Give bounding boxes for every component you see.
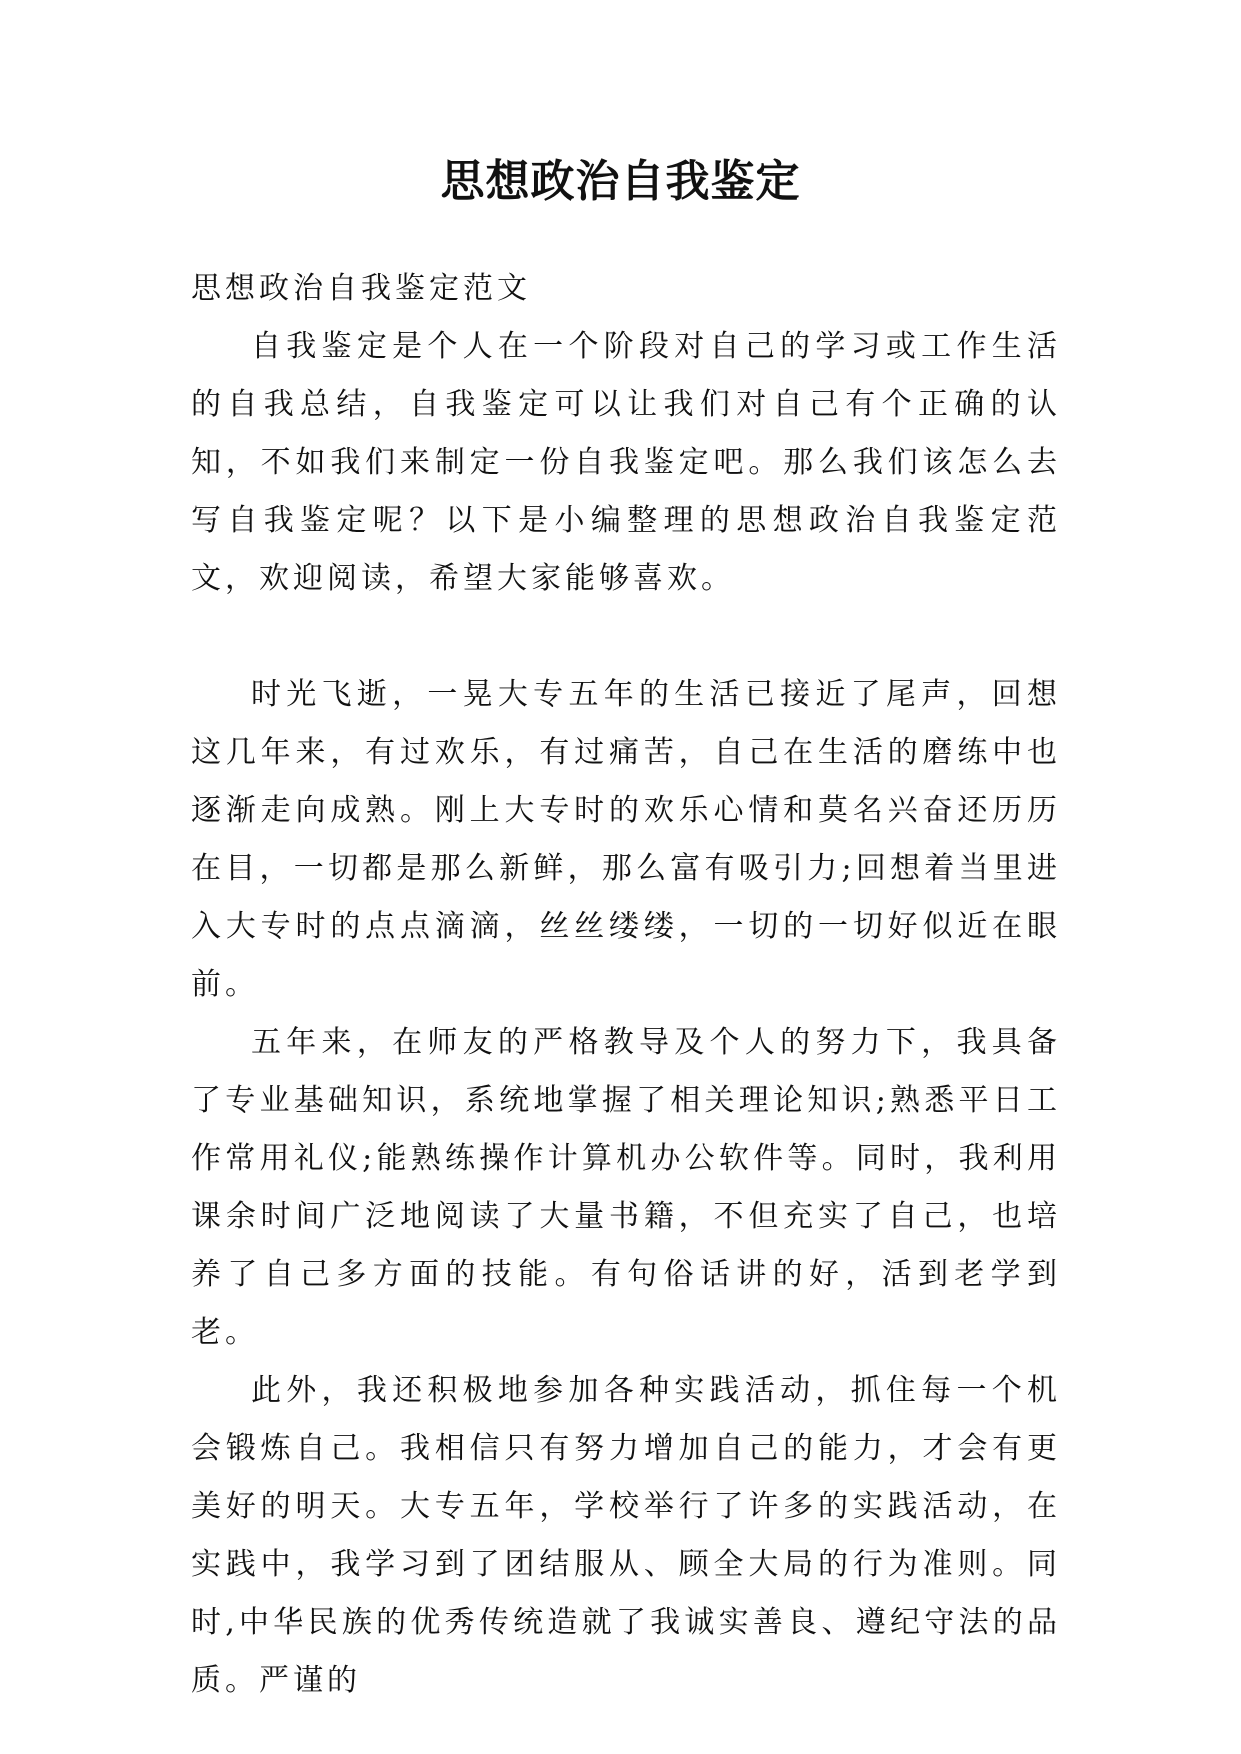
document-body <box>191 260 1061 1710</box>
paragraph-2: 五年来，在师友的严格教导及个人的努力下，我具备了专业基础知识，系统地掌握了相关理论知识;熟悉平日工作常用礼仪;能熟练操作计算机办公软件等。同时，我利用课余时间广泛地阅读了大量书籍，不但充实了自己，也培养了自己多方面的技能。有句俗话讲的好，活到老学到老。 <box>191 1025 1061 1350</box>
paragraph-1: 时光飞逝，一晃大专五年的生活已接近了尾声，回想这几年来，有过欢乐，有过痛苦，自己在生活的磨练中也逐渐走向成熟。刚上大专时的欢乐心情和莫名兴奋还历历在目，一切都是那么新鲜，那么富有吸引力;回想着当里进入大专时的点点滴滴，丝丝缕缕，一切的一切好似近在眼前。 <box>191 677 1061 1002</box>
paragraph-intro: 自我鉴定是个人在一个阶段对自己的学习或工作生活的自我总结，自我鉴定可以让我们对自己有个正确的认知，不如我们来制定一份自我鉴定吧。那么我们该怎么去写自我鉴定呢？以下是小编整理的思想政治自我鉴定范文，欢迎阅读，希望大家能够喜欢。 <box>191 329 1061 596</box>
document-title: 思想政治自我鉴定 <box>440 156 801 207</box>
paragraph-3: 此外，我还积极地参加各种实践活动，抓住每一个机会锻炼自己。我相信只有努力增加自己的能力，才会有更美好的明天。大专五年，学校举行了许多的实践活动，在实践中，我学习到了团结服从、顾全大局的行为准则。同时,中华民族的优秀传统造就了我诚实善良、遵纪守法的品质。严谨的 <box>191 1373 1061 1698</box>
paragraph-spacer <box>191 608 1061 666</box>
document-subtitle: 思想政治自我鉴定范文 <box>191 271 531 306</box>
